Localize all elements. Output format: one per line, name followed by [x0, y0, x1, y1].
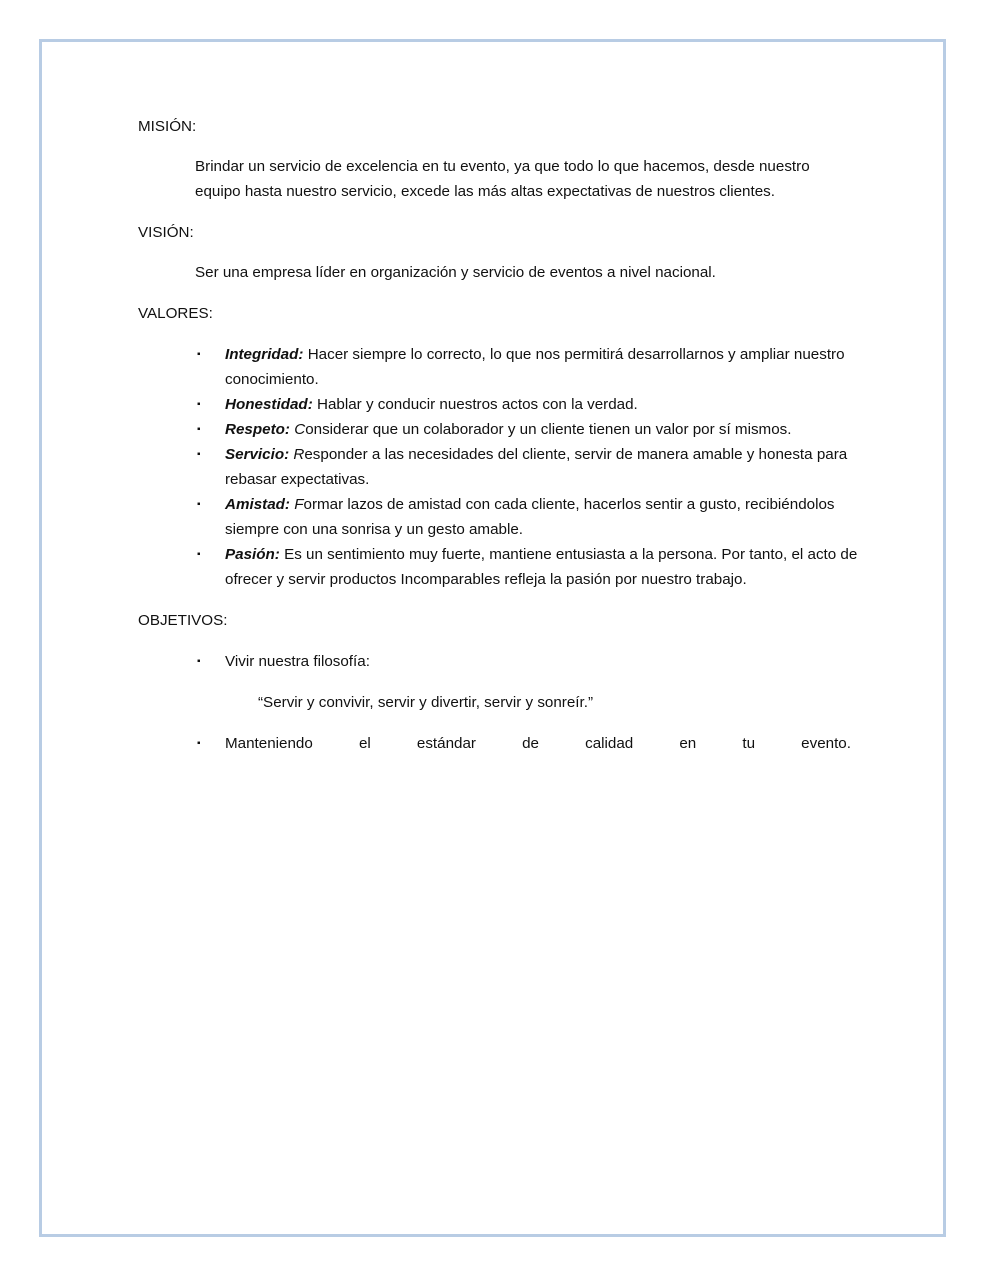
objective-text: Vivir nuestra filosofía:	[225, 653, 370, 670]
list-item	[138, 649, 858, 674]
mision-heading: MISIÓN:	[138, 118, 197, 135]
list-item	[138, 442, 858, 492]
list-item	[138, 342, 858, 392]
word: estándar	[416, 735, 476, 752]
document-body	[138, 114, 858, 756]
word: calidad	[585, 735, 634, 752]
value-description: Es un sentimiento muy fuerte, mantiene entusiasta a la persona. Por tanto, el acto de ofrecer y servir productos Incomparables refleja la pasión por nuestro trabajo.	[225, 546, 858, 588]
list-item	[138, 492, 858, 542]
value-description-initial: C	[294, 421, 306, 438]
value-description-initial: F	[294, 496, 304, 513]
objetivos-list-2	[138, 731, 858, 756]
value-description: esponder a las necesidades del cliente, servir de manera amable y honesta para rebasar expectativas.	[225, 446, 848, 488]
word: evento.	[801, 735, 851, 752]
objective-text	[225, 731, 851, 756]
philosophy-quote: “Servir y convivir, servir y divertir, servir y sonreír.”	[258, 694, 594, 711]
word: en	[679, 735, 697, 752]
value-term: Integridad:	[225, 346, 304, 363]
objetivos-list	[138, 649, 858, 674]
square-bullet-icon: ▪	[197, 738, 201, 749]
value-description: Hacer siempre lo correcto, lo que nos permitirá desarrollarnos y ampliar nuestro conocimiento.	[225, 346, 845, 388]
word: de	[522, 735, 539, 752]
valores-heading: VALORES:	[138, 305, 213, 322]
vision-text: Ser una empresa líder en organización y servicio de eventos a nivel nacional.	[195, 264, 716, 281]
list-item	[138, 542, 858, 592]
word: Manteniendo	[225, 735, 313, 752]
word: tu	[742, 735, 756, 752]
square-bullet-icon: ▪	[197, 349, 201, 360]
square-bullet-icon: ▪	[197, 424, 201, 435]
objetivos-heading: OBJETIVOS:	[138, 612, 228, 629]
value-term: Honestidad:	[225, 396, 313, 413]
value-term: Pasión:	[225, 546, 280, 563]
mision-text: Brindar un servicio de excelencia en tu evento, ya que todo lo que hacemos, desde nuestro equipo hasta nuestro servicio, excede las más altas expectativas de nuestros clientes.	[195, 158, 810, 200]
list-item	[138, 731, 858, 756]
value-description: ormar lazos de amistad con cada cliente, hacerlos sentir a gusto, recibiéndolos siempre con una sonrisa y un gesto amable.	[225, 496, 835, 538]
square-bullet-icon: ▪	[197, 449, 201, 460]
square-bullet-icon: ▪	[197, 499, 201, 510]
value-term: Amistad:	[225, 496, 290, 513]
value-term: Respeto:	[225, 421, 290, 438]
value-term: Servicio:	[225, 446, 290, 463]
value-description: onsiderar que un colaborador y un cliente tienen un valor por sí mismos.	[305, 421, 792, 438]
square-bullet-icon: ▪	[197, 549, 201, 560]
valores-list	[138, 342, 858, 592]
value-description-initial: R	[293, 446, 305, 463]
square-bullet-icon: ▪	[197, 656, 201, 667]
list-item	[138, 417, 858, 442]
list-item	[138, 392, 858, 417]
value-description: Hablar y conducir nuestros actos con la verdad.	[312, 396, 638, 413]
word: el	[358, 735, 371, 752]
square-bullet-icon: ▪	[197, 399, 201, 410]
vision-heading: VISIÓN:	[138, 224, 194, 241]
